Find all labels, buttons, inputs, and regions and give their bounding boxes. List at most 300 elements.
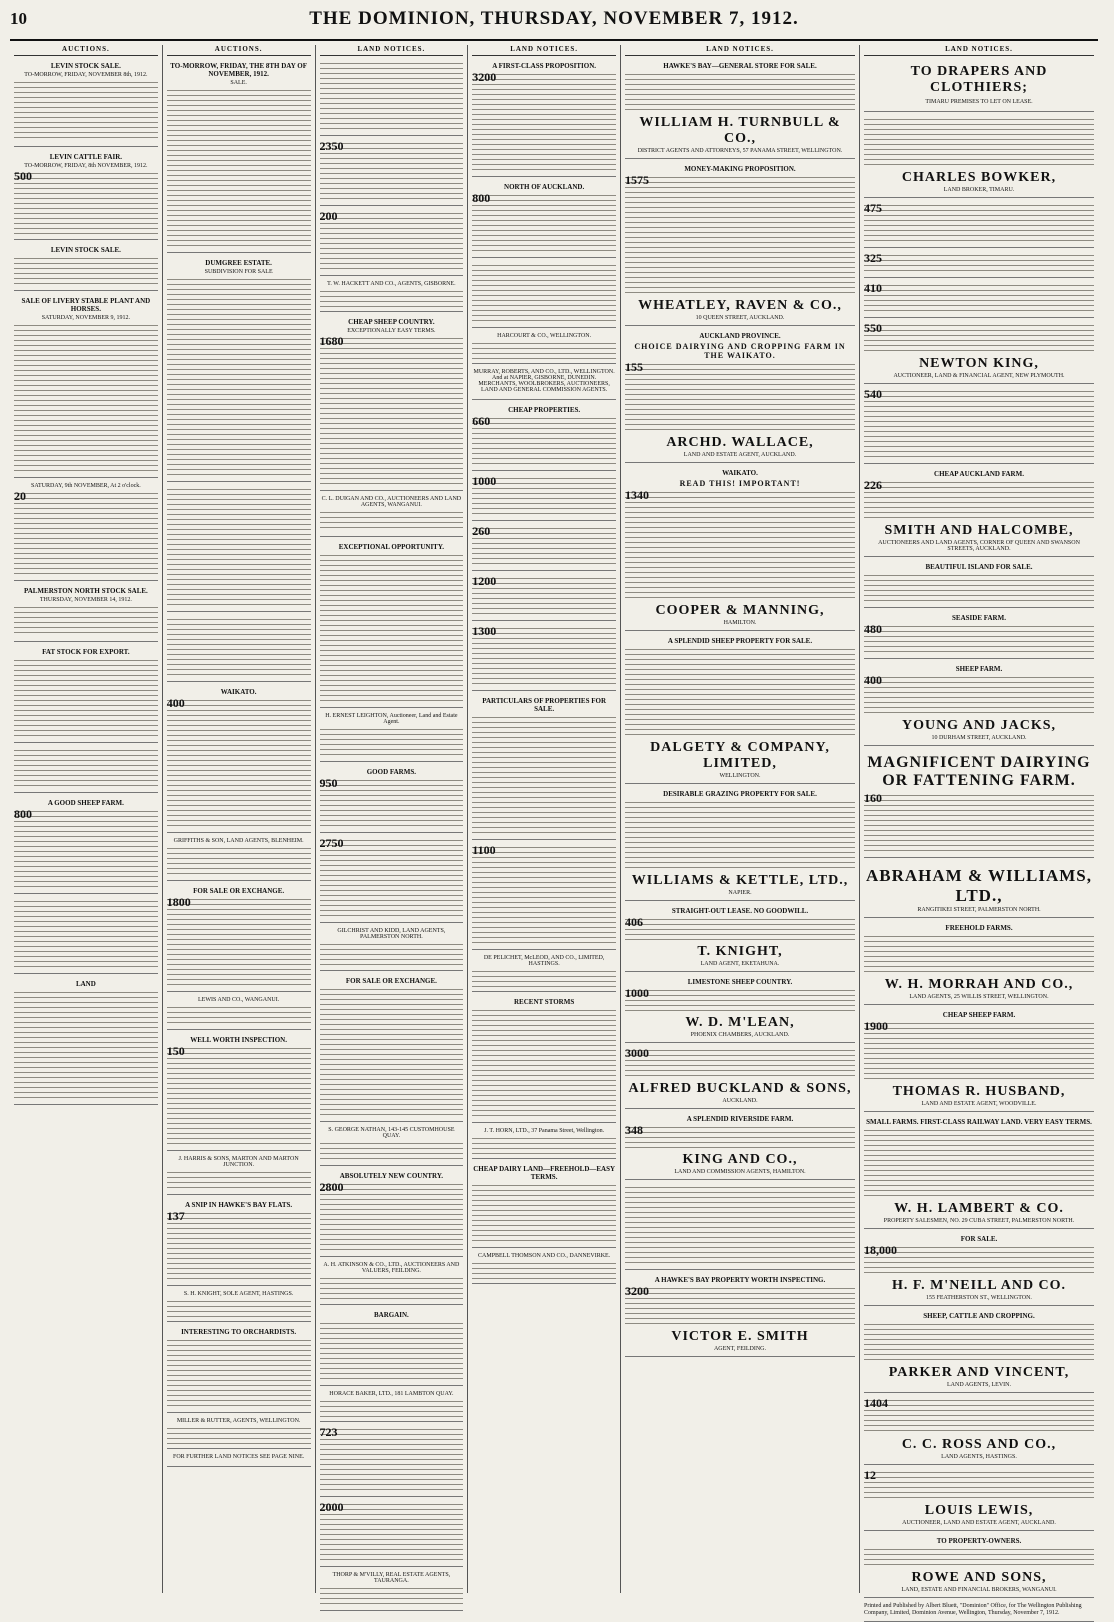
- advertiser-name: WILLIAMS & KETTLE, LTD.,: [631, 873, 849, 888]
- acreage-figure: 3000: [625, 1046, 649, 1060]
- ad-body-text: [14, 658, 158, 738]
- classified-ad: [472, 694, 616, 840]
- ad-body-text: [625, 490, 855, 600]
- column-heading: AUCTIONS.: [14, 45, 158, 56]
- classified-ad: [320, 926, 464, 971]
- classified-ad: [864, 281, 1094, 318]
- acreage-figure: 1680: [319, 334, 344, 348]
- ad-body-text: [625, 72, 855, 112]
- acreage-figure: 2750: [319, 836, 344, 850]
- classified-ad: [14, 481, 158, 581]
- acreage-figure: 800: [14, 807, 32, 821]
- ad-heading: SEASIDE FARM.: [952, 614, 1006, 622]
- acreage-figure: 20: [14, 489, 26, 503]
- ad-heading: SHEEP, CATTLE AND CROPPING.: [923, 1312, 1035, 1320]
- ad-body-text: [167, 617, 311, 677]
- column-6: [860, 45, 1098, 1616]
- classified-ad: [320, 1260, 464, 1305]
- acreage-figure: 1900: [864, 1019, 888, 1033]
- advertiser-name: COOPER & MANNING,: [655, 603, 825, 618]
- ad-heading: FAT STOCK FOR EXPORT.: [42, 648, 130, 656]
- classified-ad: [472, 261, 616, 328]
- classified-ad: [320, 279, 464, 312]
- advertiser-address: LAND AGENTS, 25 WILLIS STREET, WELLINGTON.: [909, 994, 1049, 1000]
- classified-ad: [167, 256, 311, 482]
- acreage-figure: 1200: [472, 574, 497, 588]
- acreage-figure: 400: [166, 696, 185, 710]
- ad-subheading: H. ERNEST LEIGHTON, Auctioneer, Land and Estate Agent.: [325, 713, 458, 725]
- acreage-figure: 1000: [472, 474, 497, 488]
- ad-body-text: [472, 1183, 616, 1243]
- acreage-figure: 1100: [472, 843, 496, 857]
- ad-subheading: SUBDIVISION FOR SALE: [204, 269, 273, 275]
- classified-ad: [167, 1033, 311, 1151]
- ad-heading: STRAIGHT-OUT LEASE. NO GOODWILL.: [671, 907, 809, 915]
- classified-ad: [625, 329, 855, 463]
- classified-ad: [320, 139, 464, 206]
- ad-heading: TO PROPERTY-OWNERS.: [936, 1537, 1022, 1545]
- column-2: [163, 45, 316, 1593]
- column-1: [10, 45, 163, 1593]
- column-5: [621, 45, 860, 1593]
- ad-heading: SALE OF LIVERY STABLE PLANT AND HORSES.: [21, 297, 151, 313]
- ad-body-text: [864, 793, 1094, 853]
- ad-body-text: [14, 899, 158, 969]
- classified-ad: [864, 59, 1094, 112]
- columns: [10, 45, 1098, 1616]
- ad-body-text: [864, 1547, 1094, 1567]
- acreage-figure: 226: [864, 478, 882, 492]
- advertiser-address: LAND AGENTS, LEVIN.: [947, 1382, 1011, 1388]
- classified-ad: [14, 746, 158, 793]
- ad-subheading: SATURDAY, NOVEMBER 9, 1912.: [41, 315, 131, 321]
- ad-subheading: J. T. HORN, LTD., 37 Panama Street, Wellington.: [484, 1128, 605, 1134]
- ad-heading: NORTH OF AUCKLAND.: [504, 183, 585, 191]
- advertiser-address: AUCKLAND.: [722, 1098, 758, 1104]
- acreage-figure: 348: [625, 1123, 643, 1137]
- ad-subheading: THURSDAY, NOVEMBER 14, 1912.: [39, 597, 132, 603]
- classified-ad: [167, 1416, 311, 1449]
- ad-body-text: [864, 1398, 1094, 1434]
- classified-ad: [320, 59, 464, 136]
- classified-ad: [472, 367, 616, 400]
- column-heading: LAND NOTICES.: [625, 45, 855, 56]
- ad-body-text: [320, 1427, 464, 1492]
- advertiser-address: WELLINGTON.: [719, 773, 761, 779]
- classified-ad: [320, 1570, 464, 1611]
- ad-heading: HAWKE'S BAY—GENERAL STORE FOR SALE.: [663, 62, 817, 70]
- ad-heading: WAIKATO.: [722, 469, 758, 477]
- ad-body-text: [864, 253, 1094, 273]
- acreage-figure: 1404: [864, 1396, 888, 1410]
- ad-banner-sub: TIMARU PREMISES TO LET ON LEASE.: [925, 99, 1033, 105]
- ad-heading: SMALL FARMS. FIRST-CLASS RAILWAY LAND. VERY EASY TERMS.: [866, 1118, 1092, 1126]
- classified-ad: [625, 59, 855, 159]
- classified-ad: [864, 467, 1094, 557]
- ad-heading: WELL WORTH INSPECTION.: [190, 1036, 287, 1044]
- classified-ad: [864, 560, 1094, 608]
- ad-subheading: FOR FURTHER LAND NOTICES SEE PAGE NINE.: [172, 1454, 305, 1460]
- ad-body-text: [625, 1185, 855, 1265]
- ad-body-text: [14, 256, 158, 286]
- classified-ad: [167, 836, 311, 881]
- ad-heading: EXCEPTIONAL OPPORTUNITY.: [338, 543, 445, 551]
- advertiser-address: LAND AGENT, EKETAHUNA.: [700, 961, 780, 967]
- acreage-figure: 475: [864, 201, 882, 215]
- ad-body-text: [320, 1321, 464, 1381]
- classified-ad: [167, 1289, 311, 1322]
- ad-body-text: [472, 526, 616, 566]
- ad-body-text: [864, 675, 1094, 715]
- classified-ad: [167, 1452, 311, 1467]
- ad-body-text: [167, 277, 311, 477]
- classified-ad: [864, 921, 1094, 1005]
- advertiser-address: DISTRICT AGENTS AND ATTORNEYS, 57 PANAMA STREET, WELLINGTON.: [637, 148, 843, 154]
- classified-ad: [625, 787, 855, 901]
- acreage-figure: 400: [864, 673, 882, 687]
- ad-body-text: [472, 263, 616, 323]
- ad-subheading: THORP & M'VILLY, REAL ESTATE AGENTS, TAURANGA.: [332, 1572, 451, 1584]
- ad-subheading: HORACE BAKER, LTD., 181 LAMBTON QUAY.: [329, 1391, 454, 1397]
- column-heading: AUCTIONS.: [167, 45, 311, 56]
- ad-heading: A SNIP IN HAWKE'S BAY FLATS.: [185, 1201, 293, 1209]
- advertiser-address: LAND AND ESTATE AGENT, AUCKLAND.: [683, 452, 797, 458]
- classified-ad: [472, 474, 616, 521]
- classified-ad: [320, 1500, 464, 1567]
- classified-ad: [864, 662, 1094, 746]
- classified-ad: [14, 294, 158, 478]
- ad-body-text: [320, 727, 464, 757]
- ad-body-text: [472, 845, 616, 945]
- classified-ad: [472, 953, 616, 992]
- acreage-figure: 1300: [472, 624, 497, 638]
- advertiser-address: 10 QUEEN STREET, AUCKLAND.: [695, 315, 785, 321]
- classified-ad: [320, 494, 464, 537]
- acreage-figure: 800: [472, 191, 491, 205]
- advertiser-name: ABRAHAM & WILLIAMS, LTD.,: [865, 866, 1092, 905]
- ad-heading: CHEAP PROPERTIES.: [508, 406, 581, 414]
- classified-ad: [625, 634, 855, 784]
- acreage-figure: 480: [864, 622, 882, 636]
- ad-body-text: [864, 1470, 1094, 1500]
- advertiser-name: LOUIS LEWIS,: [924, 1503, 1034, 1518]
- acreage-figure: 2000: [319, 1500, 344, 1514]
- classified-ad: [320, 1425, 464, 1497]
- classified-ad: [864, 387, 1094, 464]
- classified-ad: [472, 403, 616, 471]
- acreage-figure: 550: [864, 321, 882, 335]
- acreage-figure: 406: [625, 915, 643, 929]
- ad-body-text: [14, 605, 158, 637]
- ad-subheading: HARCOURT & CO., WELLINGTON.: [497, 333, 592, 339]
- ad-subheading: GRIFFITHS & SON, LAND AGENTS, BLENHEIM.: [173, 838, 304, 844]
- ad-body-text: [14, 171, 158, 235]
- acreage-figure: 260: [472, 524, 491, 538]
- ad-heading: PARTICULARS OF PROPERTIES FOR SALE.: [482, 697, 607, 713]
- ad-body-text: [320, 1586, 464, 1606]
- classified-ad: [864, 201, 1094, 248]
- classified-ad: [14, 977, 158, 1105]
- ad-body-text: [14, 990, 158, 1100]
- classified-ad: [320, 1389, 464, 1422]
- ad-body-text: [167, 1046, 311, 1146]
- classified-ad: [625, 975, 855, 1043]
- ad-body-text: [472, 193, 616, 253]
- advertiser-address: LAND, ESTATE AND FINANCIAL BROKERS, WANGANUI.: [901, 1587, 1057, 1593]
- ad-body-text: [167, 1426, 311, 1444]
- classified-ad: [864, 115, 1094, 198]
- classified-ad: [625, 162, 855, 326]
- ad-heading: FREEHOLD FARMS.: [945, 924, 1013, 932]
- ad-body-text: [472, 341, 616, 359]
- ad-body-text: [625, 1125, 855, 1149]
- classified-ad: [472, 59, 616, 177]
- ad-heading: FOR SALE OR EXCHANGE.: [345, 977, 437, 985]
- ad-heading: PALMERSTON NORTH STOCK SALE.: [23, 587, 148, 595]
- ad-body-text: [625, 175, 855, 295]
- classified-ad: [14, 243, 158, 291]
- ad-heading: SHEEP FARM.: [955, 665, 1003, 673]
- ad-body-text: [864, 1128, 1094, 1198]
- classified-ad: [320, 711, 464, 762]
- advertiser-address: AUCTIONEERS AND LAND AGENTS, CORNER OF QUEEN AND SWANSON STREETS, AUCKLAND.: [878, 540, 1080, 552]
- acreage-figure: 1800: [166, 895, 191, 909]
- column-4: [468, 45, 621, 1593]
- classified-ad: [14, 645, 158, 743]
- acreage-figure: 1575: [625, 173, 649, 187]
- ad-body-text: [320, 942, 464, 966]
- classified-ad: [472, 180, 616, 258]
- classified-ad: [864, 1008, 1094, 1112]
- ad-subheading: MURRAY, ROBERTS, AND CO., LTD., WELLINGTON. And at NAPIER, GISBORNE, DUNEDIN. MERCHANTS, WOOLBROKERS, AUCTIONEERS, LAND AND GENERAL COMMISSION AGENTS.: [473, 369, 615, 393]
- ad-body-text: [864, 117, 1094, 167]
- acreage-figure: 3200: [625, 1284, 649, 1298]
- ad-heading: GOOD FARMS.: [366, 768, 416, 776]
- column-heading: LAND NOTICES.: [864, 45, 1094, 56]
- classified-ad: [14, 150, 158, 240]
- advertiser-address: 155 FEATHERSTON ST., WELLINGTON.: [926, 1295, 1032, 1301]
- ad-body-text: [472, 1008, 616, 1118]
- ad-body-text: [320, 838, 464, 918]
- advertiser-name: H. F. M'NEILL AND CO.: [891, 1278, 1067, 1293]
- advertiser-address: NAPIER.: [728, 890, 752, 896]
- column-3: [316, 45, 469, 1593]
- ad-heading: CHEAP SHEEP COUNTRY.: [348, 318, 435, 326]
- classified-ad: [472, 524, 616, 571]
- classified-ad: [14, 59, 158, 147]
- ad-body-text: [167, 698, 311, 828]
- classified-ad: [167, 1198, 311, 1286]
- acreage-figure: 325: [864, 251, 882, 265]
- ad-body-text: [864, 203, 1094, 243]
- ad-body-text: [472, 416, 616, 466]
- classified-ad: [864, 1309, 1094, 1393]
- ad-body-text: [320, 1399, 464, 1417]
- ad-body-text: [167, 487, 311, 607]
- ad-subheading: C. L. DUIGAN AND CO., AUCTIONEERS AND LAND AGENTS, WANGANUI.: [321, 496, 462, 508]
- ad-heading: LAND: [75, 980, 96, 988]
- ad-heading: RECENT STORMS: [514, 998, 575, 1006]
- ad-heading: LEVIN STOCK SALE.: [50, 62, 121, 70]
- ad-body-text: [864, 1021, 1094, 1081]
- ad-subheading: A. H. ATKINSON & CO., LTD., AUCTIONEERS AND VALUERS, FEILDING.: [323, 1262, 460, 1274]
- classified-ad: [472, 331, 616, 364]
- classified-ad: [167, 615, 311, 682]
- acreage-figure: 155: [625, 360, 643, 374]
- advertiser-name: ALFRED BUCKLAND & SONS,: [628, 1081, 852, 1096]
- advertiser-name: VICTOR E. SMITH: [671, 1329, 809, 1344]
- ad-subheading: S. GEORGE NATHAN, 143-145 CUSTOMHOUSE QUAY.: [328, 1127, 455, 1139]
- acreage-figure: 500: [14, 169, 32, 183]
- classified-ad: [320, 836, 464, 923]
- ad-body-text: [320, 1141, 464, 1161]
- ad-subheading: MILLER & RUTTER, AGENTS, WELLINGTON.: [176, 1418, 301, 1424]
- ad-body-text: [14, 748, 158, 788]
- ad-body-text: [320, 778, 464, 828]
- classified-ad: [864, 1534, 1094, 1598]
- classified-ad: [167, 485, 311, 612]
- ad-heading: DESIRABLE GRAZING PROPERTY FOR SALE.: [663, 790, 817, 798]
- classified-ad: [167, 59, 311, 253]
- advertiser-name: ROWE AND SONS,: [911, 1570, 1047, 1585]
- classified-ad: [320, 1169, 464, 1257]
- ad-body-text: [864, 573, 1094, 603]
- ad-body-text: [167, 1005, 311, 1025]
- classified-ad: [167, 995, 311, 1030]
- ad-body-text: [625, 988, 855, 1012]
- ad-heading: LEVIN STOCK SALE.: [50, 246, 121, 254]
- acreage-figure: 160: [864, 791, 882, 805]
- ad-heading: A SPLENDID RIVERSIDE FARM.: [686, 1115, 794, 1123]
- ad-banner: TO DRAPERS AND CLOTHIERS;: [910, 64, 1048, 95]
- ad-body-text: [320, 987, 464, 1117]
- classified-ad: [320, 1308, 464, 1386]
- ad-body-text: [167, 1338, 311, 1408]
- classified-ad: [320, 315, 464, 491]
- advertiser-name: WHEATLEY, RAVEN & CO.,: [638, 298, 842, 313]
- advertiser-address: AUCTIONEER, LAND & FINANCIAL AGENT, NEW PLYMOUTH.: [893, 373, 1065, 379]
- ad-body-text: [864, 1245, 1094, 1275]
- ad-heading: ABSOLUTELY NEW COUNTRY.: [339, 1172, 444, 1180]
- classified-ad: [625, 1046, 855, 1109]
- ad-body-text: [625, 1048, 855, 1078]
- classified-ad: [320, 974, 464, 1122]
- ad-body-text: [625, 1286, 855, 1326]
- advertiser-name: WILLIAM H. TURNBULL & CO.,: [639, 115, 841, 146]
- advertiser-address: PHOENIX CHAMBERS, AUCKLAND.: [690, 1032, 790, 1038]
- classified-ad: [625, 1183, 855, 1270]
- ad-subheading: LEWIS AND CO., WANGANUI.: [198, 997, 280, 1003]
- classified-ad: [14, 897, 158, 974]
- ad-subheading: TO-MORROW, FRIDAY, 8th NOVEMBER, 1912.: [24, 163, 148, 169]
- classified-ad: [864, 611, 1094, 659]
- classified-ad: [167, 1325, 311, 1413]
- ad-body-text: [14, 323, 158, 473]
- ad-body-text: [625, 647, 855, 737]
- classified-ad: [472, 1251, 616, 1284]
- ad-subheading: SALE.: [230, 80, 247, 86]
- ad-body-text: [472, 1136, 616, 1154]
- classified-ad: [864, 321, 1094, 384]
- ad-body-text: [864, 480, 1094, 520]
- ad-body-text: [167, 1170, 311, 1190]
- ad-body-text: [320, 510, 464, 532]
- ad-heading: FOR SALE OR EXCHANGE.: [193, 887, 285, 895]
- ad-body-text: [864, 934, 1094, 974]
- ad-body-text: [472, 72, 616, 172]
- ad-subheading: CAMPBELL THOMSON AND CO., DANNEVIRKE.: [478, 1253, 611, 1259]
- ad-heading: DUMGREE ESTATE.: [205, 259, 272, 267]
- advertiser-address: LAND AND COMMISSION AGENTS, HAMILTON.: [674, 1169, 806, 1175]
- acreage-figure: 150: [166, 1044, 185, 1058]
- classified-ad: [320, 209, 464, 276]
- ad-heading: A FIRST-CLASS PROPOSITION.: [492, 62, 597, 70]
- ad-heading: AUCKLAND PROVINCE.: [699, 332, 781, 340]
- advertiser-name: CHARLES BOWKER,: [901, 170, 1057, 185]
- advertiser-name: W. H. LAMBERT & CO.: [894, 1201, 1064, 1216]
- ad-heading: A SPLENDID SHEEP PROPERTY FOR SALE.: [667, 637, 813, 645]
- ad-body-text: [320, 553, 464, 703]
- acreage-figure: 660: [472, 414, 491, 428]
- advertiser-address: LAND AGENTS, HASTINGS.: [941, 1454, 1017, 1460]
- ad-body-text: [167, 1211, 311, 1281]
- classified-ad: [864, 1396, 1094, 1465]
- advertiser-address: 10 DURHAM STREET, AUCKLAND.: [931, 735, 1027, 741]
- ad-body-text: [320, 289, 464, 307]
- ad-subheading: SATURDAY, 9th NOVEMBER, At 2 o'clock.: [30, 483, 141, 489]
- ad-heading: LEVIN CATTLE FAIR.: [49, 153, 123, 161]
- ad-body-text: [14, 809, 158, 889]
- ad-body-text: [14, 491, 158, 576]
- ad-body-text: [472, 715, 616, 835]
- ad-subheading: DE PELICHET, McLEOD, AND CO., LIMITED, HASTINGS.: [483, 955, 605, 967]
- advertiser-name: SMITH AND HALCOMBE,: [884, 523, 1074, 538]
- classified-ad: [167, 884, 311, 992]
- ad-subheading: J. HARRIS & SONS, MARTON AND MARTON JUNCTION.: [178, 1156, 299, 1168]
- ad-subheading: GILCHRIST AND KIDD, LAND AGENTS, PALMERSTON NORTH.: [337, 928, 446, 940]
- ad-heading: WAIKATO.: [220, 688, 257, 696]
- advertiser-name: PARKER AND VINCENT,: [888, 1365, 1070, 1380]
- ad-subheading: EXCEPTIONALLY EASY TERMS.: [347, 328, 436, 334]
- classified-ad: [320, 1125, 464, 1166]
- ad-body-text: [625, 917, 855, 941]
- advertiser-name: KING AND CO.,: [682, 1152, 798, 1167]
- ad-body-text: [864, 283, 1094, 313]
- ad-heading: CHEAP DAIRY LAND—FREEHOLD—EASY TERMS.: [473, 1165, 616, 1181]
- ad-body-text: [625, 800, 855, 870]
- classified-ad: [472, 574, 616, 621]
- classified-ad: [864, 251, 1094, 278]
- classified-ad: [625, 1112, 855, 1180]
- acreage-figure: 3200: [472, 70, 497, 84]
- acreage-figure: 410: [864, 281, 882, 295]
- ad-heading: A GOOD SHEEP FARM.: [47, 799, 124, 807]
- advertiser-address: PROPERTY SALESMEN, NO. 29 CUBA STREET, PALMERSTON NORTH.: [883, 1218, 1075, 1224]
- acreage-figure: 1000: [625, 986, 649, 1000]
- acreage-figure: 1340: [625, 488, 649, 502]
- ad-heading: CHEAP AUCKLAND FARM.: [934, 470, 1024, 478]
- ad-body-text: [864, 1322, 1094, 1362]
- ad-banner: MAGNIFICENT DAIRYING OR FATTENING FARM.: [867, 754, 1091, 789]
- classified-ad: [167, 685, 311, 833]
- classified-ad: [167, 1154, 311, 1195]
- ad-heading: CHEAP SHEEP FARM.: [942, 1011, 1016, 1019]
- advertiser-name: NEWTON KING,: [919, 356, 1039, 371]
- ad-body-text: [472, 1261, 616, 1279]
- classified-ad: [320, 765, 464, 833]
- advertiser-name: DALGETY & COMPANY, LIMITED,: [650, 740, 830, 771]
- column-heading: LAND NOTICES.: [320, 45, 464, 56]
